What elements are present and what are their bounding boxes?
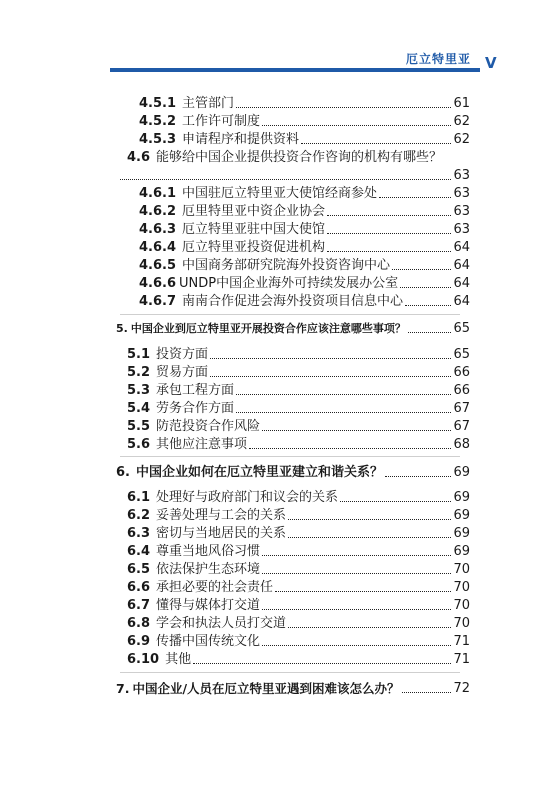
dot-leader — [236, 394, 451, 395]
dot-leader — [288, 627, 451, 628]
toc-entry-4-5-2[interactable] — [139, 114, 470, 130]
toc-entry-4-6-leader-line[interactable] — [118, 168, 470, 184]
section-divider — [120, 456, 460, 457]
toc-entry-page: 63 — [453, 186, 470, 201]
toc-entry-page: 64 — [453, 276, 470, 291]
toc-entry-title: 厄立特里亚投资促进机构 — [182, 240, 326, 255]
toc-entry-title: 工作许可制度 — [182, 114, 261, 129]
toc-entry-number: 6.1 — [127, 490, 151, 505]
toc-entry-page: 66 — [453, 365, 470, 380]
toc-entry-page: 67 — [453, 419, 470, 434]
dot-leader — [262, 125, 451, 126]
toc-entry-number: 6.5 — [127, 562, 151, 577]
toc-entry-6-7[interactable] — [127, 598, 470, 614]
toc-entry-number: 4.6.1 — [139, 186, 177, 201]
toc-entry-title: 学会和执法人员打交道 — [156, 616, 287, 631]
dot-leader — [262, 609, 451, 610]
toc-entry-4-6-7[interactable] — [139, 294, 470, 310]
toc-entry-page: 70 — [453, 598, 470, 613]
toc-entry-title: 处理好与政府部门和议会的关系 — [156, 490, 339, 505]
toc-entry-title: 尊重当地风俗习惯 — [156, 544, 261, 559]
dot-leader — [301, 143, 451, 144]
toc-chapter-5[interactable] — [116, 321, 470, 337]
section-divider — [120, 314, 460, 315]
dot-leader — [236, 412, 451, 413]
toc-entry-4-5-3[interactable] — [139, 132, 470, 148]
toc-entry-title: 投资方面 — [156, 347, 209, 362]
dot-leader — [385, 476, 451, 477]
dot-leader — [340, 501, 451, 502]
toc-entry-page: 69 — [453, 544, 470, 559]
toc-entry-4-6-5[interactable] — [139, 258, 470, 274]
toc-entry-6-1[interactable] — [127, 490, 470, 506]
dot-leader — [262, 573, 451, 574]
toc-entry-title: 其他 — [165, 652, 192, 667]
toc-entry-title: 主管部门 — [182, 96, 235, 111]
dot-leader — [236, 107, 451, 108]
toc-entry-title: 依法保护生态环境 — [156, 562, 261, 577]
toc-entry-page: 62 — [453, 132, 470, 147]
toc-entry-4-6-1[interactable] — [139, 186, 470, 202]
toc-entry-6-4[interactable] — [127, 544, 470, 560]
toc-entry-number: 5.6 — [127, 437, 151, 452]
dot-leader — [210, 358, 451, 359]
toc-entry-number: 6.6 — [127, 580, 151, 595]
toc-entry-number: 6.10 — [127, 652, 160, 667]
toc-entry-title: UNDP中国企业海外可持续发展办公室 — [179, 276, 399, 291]
dot-leader — [392, 269, 451, 270]
toc-entry-title: 贸易方面 — [156, 365, 209, 380]
dot-leader — [262, 430, 451, 431]
toc-entry-4-5-1[interactable] — [139, 96, 470, 112]
toc-entry-title: 承担必要的社会责任 — [156, 580, 274, 595]
running-header-title: 厄立特里亚 — [405, 52, 471, 66]
toc-entry-title: 中国企业到厄立特里亚开展投资合作应该注意哪些事项？ — [130, 322, 406, 335]
toc-entry-page: 69 — [453, 526, 470, 541]
toc-entry-number: 4.6.6 — [139, 276, 177, 291]
toc-entry-page: 62 — [453, 114, 470, 129]
toc-entry-page: 69 — [453, 508, 470, 523]
toc-entry-5-5[interactable] — [127, 419, 470, 435]
dot-leader — [275, 591, 451, 592]
toc-entry-page: 72 — [453, 681, 470, 696]
toc-entry-title: 中国企业如何在厄立特里亚建立和谐关系？ — [135, 465, 383, 480]
toc-entry-number: 5.3 — [127, 383, 151, 398]
toc-entry-number: 4.6.2 — [139, 204, 177, 219]
toc-entry-title: 其他应注意事项 — [156, 437, 248, 452]
dot-leader — [249, 448, 451, 449]
toc-entry-number: 5. — [116, 322, 128, 335]
toc-entry-page: 69 — [453, 490, 470, 505]
dot-leader — [262, 645, 451, 646]
toc-entry-number: 6.7 — [127, 598, 151, 613]
dot-leader — [408, 332, 452, 333]
toc-entry-title: 传播中国传统文化 — [156, 634, 261, 649]
dot-leader — [379, 197, 451, 198]
toc-entry-page: 66 — [453, 383, 470, 398]
toc-entry-number: 4.6.4 — [139, 240, 177, 255]
toc-entry-number: 4.6.5 — [139, 258, 177, 273]
section-divider — [120, 672, 460, 673]
toc-entry-title: 妥善处理与工会的关系 — [156, 508, 287, 523]
dot-leader — [288, 537, 451, 538]
toc-entry-title: 南南合作促进会海外投资项目信息中心 — [182, 294, 404, 309]
toc-entry-6-10[interactable] — [127, 652, 470, 668]
toc-entry-page: 71 — [453, 652, 470, 667]
toc-entry-page: 63 — [453, 204, 470, 219]
page-number-roman: V — [485, 54, 497, 72]
toc-entry-title: 中国驻厄立特里亚大使馆经商参处 — [182, 186, 378, 201]
toc-entry-page: 63 — [453, 222, 470, 237]
toc-entry-number: 6.9 — [127, 634, 151, 649]
toc-entry-number: 4.5.3 — [139, 132, 177, 147]
toc-entry-page: 64 — [453, 258, 470, 273]
toc-chapter-7[interactable] — [116, 681, 470, 697]
toc-entry-6-8[interactable] — [127, 616, 470, 632]
toc-entry-5-2[interactable] — [127, 365, 470, 381]
toc-entry-page: 70 — [453, 616, 470, 631]
toc-entry-number: 5.5 — [127, 419, 151, 434]
toc-entry-title: 中国企业/人员在厄立特里亚遇到困难该怎么办？ — [132, 681, 400, 696]
toc-entry-title: 防范投资合作风险 — [156, 419, 261, 434]
toc-entry-number: 6.3 — [127, 526, 151, 541]
dot-leader — [400, 287, 451, 288]
dot-leader — [120, 179, 451, 180]
header-rule — [110, 68, 480, 72]
toc-entry-4-6[interactable] — [127, 150, 470, 166]
toc-entry-title: 懂得与媒体打交道 — [156, 598, 261, 613]
toc-entry-number: 4.5.2 — [139, 114, 177, 129]
dot-leader — [405, 305, 451, 306]
toc-entry-5-3[interactable] — [127, 383, 470, 399]
toc-entry-title: 申请程序和提供资料 — [182, 132, 300, 147]
toc-entry-title: 中国商务部研究院海外投资咨询中心 — [182, 258, 391, 273]
dot-leader — [327, 215, 451, 216]
toc-entry-title: 厄立特里亚驻中国大使馆 — [182, 222, 326, 237]
toc-entry-page: 64 — [453, 240, 470, 255]
dot-leader — [327, 233, 451, 234]
toc-entry-6-5[interactable] — [127, 562, 470, 578]
dot-leader — [402, 692, 452, 693]
toc-entry-number: 6.4 — [127, 544, 151, 559]
toc-entry-4-6-3[interactable] — [139, 222, 470, 238]
toc-entry-page: 64 — [453, 294, 470, 309]
toc-entry-title: 厄里特里亚中资企业协会 — [182, 204, 326, 219]
toc-entry-title: 劳务合作方面 — [156, 401, 235, 416]
toc-entry-number: 5.2 — [127, 365, 151, 380]
toc-entry-number: 6.2 — [127, 508, 151, 523]
toc-entry-4-6-4[interactable] — [139, 240, 470, 256]
dot-leader — [193, 663, 451, 664]
toc-entry-6-3[interactable] — [127, 526, 470, 542]
toc-entry-6-9[interactable] — [127, 634, 470, 650]
toc-entry-4-6-6[interactable] — [139, 276, 470, 292]
toc-entry-page: 70 — [453, 562, 470, 577]
toc-entry-page: 68 — [453, 437, 470, 452]
toc-entry-title: 承包工程方面 — [156, 383, 235, 398]
dot-leader — [327, 251, 451, 252]
toc-entry-page: 65 — [453, 321, 470, 336]
toc-entry-number: 4.6.3 — [139, 222, 177, 237]
toc-entry-page: 65 — [453, 347, 470, 362]
toc-entry-title: 能够给中国企业提供投资合作咨询的机构有哪些？ — [156, 150, 443, 165]
toc-entry-6-2[interactable] — [127, 508, 470, 524]
dot-leader — [210, 376, 451, 377]
toc-chapter-6[interactable] — [116, 465, 470, 481]
toc-entry-number: 4.5.1 — [139, 96, 177, 111]
toc-entry-5-6[interactable] — [127, 437, 470, 453]
toc-entry-page: 70 — [453, 580, 470, 595]
dot-leader — [262, 555, 451, 556]
toc-entry-page: 63 — [453, 168, 470, 183]
toc-entry-5-4[interactable] — [127, 401, 470, 417]
toc-entry-page: 69 — [453, 465, 470, 480]
toc-entry-5-1[interactable] — [127, 347, 470, 363]
toc-entry-number: 6.8 — [127, 616, 151, 631]
toc-entry-page: 61 — [453, 96, 470, 111]
toc-entry-page: 67 — [453, 401, 470, 416]
toc-entry-number: 5.1 — [127, 347, 151, 362]
toc-entry-6-6[interactable] — [127, 580, 470, 596]
toc-entry-number: 4.6.7 — [139, 294, 177, 309]
toc-entry-4-6-2[interactable] — [139, 204, 470, 220]
toc-entry-number: 4.6 — [127, 150, 151, 165]
toc-entry-title: 密切与当地居民的关系 — [156, 526, 287, 541]
toc-entry-page: 71 — [453, 634, 470, 649]
toc-entry-number: 6. — [116, 465, 130, 480]
dot-leader — [288, 519, 451, 520]
toc-entry-number: 7. — [116, 681, 130, 696]
toc-entry-number: 5.4 — [127, 401, 151, 416]
